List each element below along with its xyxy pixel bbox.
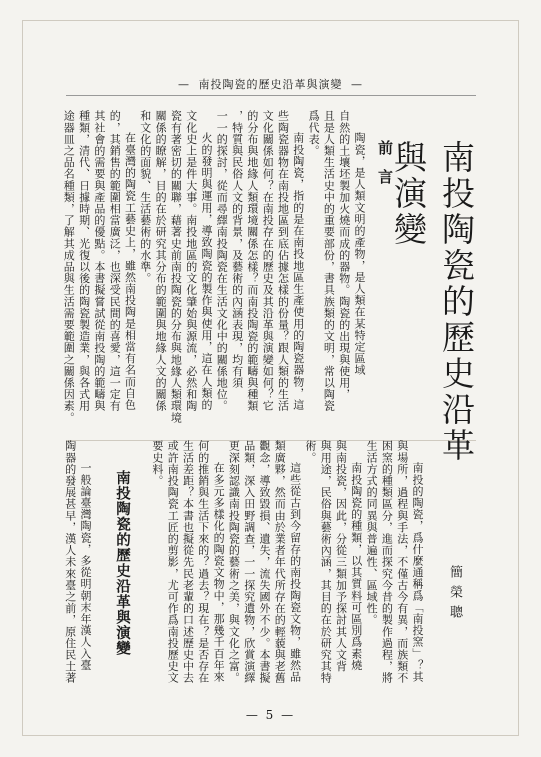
text-column: 這些從古到今留存的南投陶瓷文物，雖然品	[288, 462, 302, 683]
text-column: 在多元多樣化的陶瓷文物中，那幾千百年來	[212, 462, 226, 683]
text-column: 或許南投陶瓷工匠的剪影，尤可作爲南投歷史文	[166, 440, 180, 684]
main-title: 南投陶瓷的歷史沿革與演變	[389, 140, 476, 464]
text-column: 的，其銷售的範圍相當廣泛，也深受民間的喜愛，這一定有	[108, 110, 122, 412]
header-rule	[66, 95, 476, 96]
preface-heading: 前言	[376, 140, 394, 198]
text-column: 和文化的面貌、生活藝術的水準。	[138, 110, 152, 284]
text-column: 些陶瓷器物在南投地區到底佔據怎樣的份量？跟人類的生活	[276, 110, 290, 412]
text-column: 在臺灣的陶瓷工藝史上，雖然南投陶是相當有名而自色	[123, 132, 137, 411]
text-column: 爲代表。	[307, 110, 321, 157]
text-column: ，特質與民俗人文的背景，及藝術的內涵表現，均有須	[230, 110, 244, 389]
text-column: 陶瓷，是人類文明的產物，是人類在某特定區域	[353, 132, 366, 376]
text-column: 困窯的種類區分，進而探究今昔的製作過程，將	[380, 440, 394, 684]
running-head-title: 南投陶瓷的歷史沿革與演變	[198, 78, 343, 91]
text-column: 更深刻認識南投陶瓷的藝術之美，與文化之富。	[227, 440, 241, 684]
text-column: 陶器的發展甚早，漢人未來臺之前，原住民土著	[63, 440, 77, 684]
text-column: 南投陶瓷，指的是在南投地區生產使用的陶瓷器物，這	[291, 132, 305, 411]
text-column: 且是人類生活史中的重要部份，書具族類的文明，常以陶瓷	[322, 110, 336, 412]
text-column: 南投的陶瓷，爲什麼通稱爲「南投窯」？其	[411, 462, 424, 683]
text-column: 一般論臺灣陶瓷，多從明朝末年漢人入臺	[79, 462, 92, 671]
text-column: 文化關係如何？在南投存在的歷史及其沿革與演變如何？它	[261, 110, 275, 412]
text-column: 南投陶瓷的種類，以其質料可區別爲素燒	[349, 462, 363, 671]
text-column: 術。	[303, 440, 317, 464]
text-column: 觀念，導致毀損、遺失，流失國外不少。本書擬	[258, 440, 271, 684]
text-column: 與場所，過程與手法，不僅古今有異，而族類不	[395, 440, 409, 684]
text-column: 與用途，民俗與藝術內涵，其目的在於研究其特	[319, 440, 333, 684]
text-column: 種類，清代、日據時期、光復以後的陶瓷製造業，與各式用	[77, 110, 91, 412]
text-column: 文化史上是件大事。南投地區的文化肇始與源流，必然和陶	[184, 110, 198, 412]
author-name: 簡榮聰	[447, 565, 462, 625]
text-column: 的分布與地緣人類環境關係怎樣？而南投陶瓷的範疇與種類	[245, 110, 259, 412]
text-column: 其社會的需要與產品的優點。本書擬嘗試從南投陶的範疇與	[92, 110, 106, 412]
running-head: — 南投陶瓷的歷史沿革與演變 —	[178, 78, 363, 91]
text-column: 瓷有著密切的關聯，藉著史前南投陶瓷的分布與地緣人類環境	[169, 110, 183, 424]
page-number: — 5 —	[245, 708, 296, 722]
text-column: 生活差距？本書也擬從先民老輩的口述歷史中去	[181, 440, 195, 684]
text-column: 何的推銷與生活下來的？過去？現在？是否存在	[196, 440, 210, 684]
text-column: 生活方式的同異與普遍性、區域性。	[365, 440, 379, 626]
section-subtitle: 南投陶瓷的歷史沿革與演變	[114, 470, 131, 656]
text-column: 與南投瓷，因此，分從三類加予探討其人文背	[334, 440, 348, 672]
text-column: 關係的瞭解，目的在於研究其分布的範圍與地緣人文的關係	[154, 110, 168, 412]
text-column: 一一的探討，從而尋繹南投陶瓷在生活文化中的關係地位。	[215, 110, 229, 412]
text-column: 自然的土壤坯製加火燒而成的器物。陶瓷的出現與使用，	[337, 110, 351, 400]
text-column: 品類，深入田野調查，一一探究遺物，欣賞演繹	[242, 440, 256, 684]
text-column: 類廣夥，然而由於業者年代所存在的輕藐與老舊	[273, 440, 287, 684]
text-column: 火的發明與運用，導致陶瓷的製作與使用，這在人類的	[200, 132, 213, 411]
text-column: 要史料。	[150, 440, 164, 487]
text-column: 途器皿之品名種類，了解其成品與生活需要範圍之關係因素。	[62, 110, 76, 424]
